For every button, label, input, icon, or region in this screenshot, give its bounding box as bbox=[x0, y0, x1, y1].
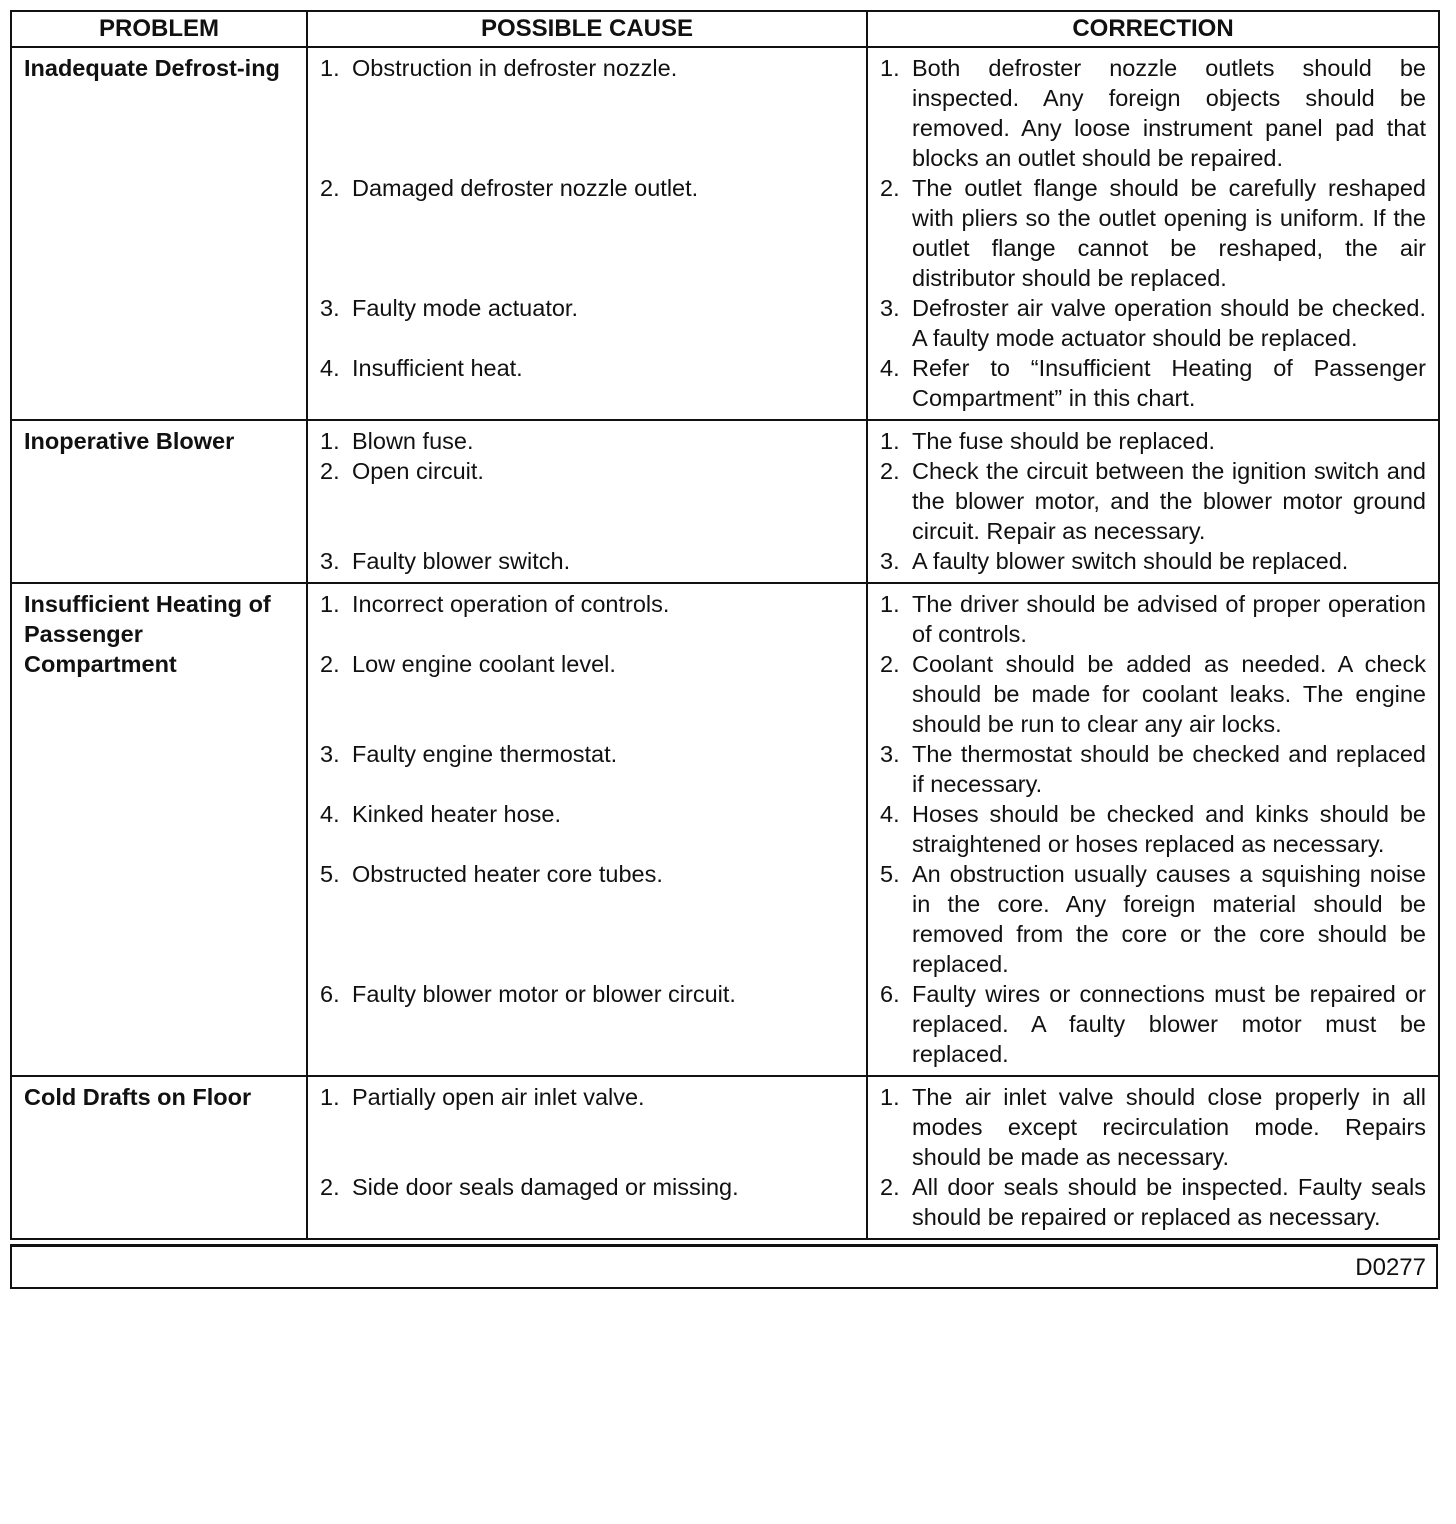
correction-item-text: Both defroster nozzle outlets should be inspected. Any foreign objects should be removed. Any loose instrument panel pad that blocks an outlet should be repaired. bbox=[912, 55, 1426, 171]
problem-row bbox=[11, 1076, 1439, 1239]
correction-item-text: Defroster air valve operation should be checked. A faulty mode actuator should be replaced. bbox=[912, 295, 1426, 351]
cause-item bbox=[320, 979, 854, 1069]
correction-item-text: All door seals should be inspected. Faulty seals should be repaired or replaced as necessary. bbox=[912, 1174, 1426, 1230]
item-number: 2. bbox=[320, 651, 340, 677]
item-number: 4. bbox=[880, 355, 900, 381]
cause-item bbox=[320, 173, 854, 293]
correction-item-text: An obstruction usually causes a squishing noise in the core. Any foreign material should be removed from the core or the core should be replaced. bbox=[912, 861, 1426, 977]
cause-item-text: Faulty mode actuator. bbox=[352, 295, 578, 321]
cause-item-text: Damaged defroster nozzle outlet. bbox=[352, 175, 699, 201]
item-number: 2. bbox=[880, 651, 900, 677]
correction-item-text: Check the circuit between the ignition switch and the blower motor, and the blower motor ground circuit. Repair as necessary. bbox=[912, 458, 1426, 544]
cause-item bbox=[320, 1172, 854, 1232]
figure-footer bbox=[10, 1244, 1438, 1289]
correction-item bbox=[880, 799, 1426, 859]
troubleshooting-chart bbox=[10, 10, 1438, 1289]
correction-cell bbox=[867, 47, 1439, 420]
item-number: 1. bbox=[320, 591, 340, 617]
item-number: 4. bbox=[880, 801, 900, 827]
correction-item bbox=[880, 979, 1426, 1069]
problem-row bbox=[11, 47, 1439, 420]
correction-item bbox=[880, 1172, 1426, 1232]
problem-cell: Inoperative Blower bbox=[11, 420, 307, 583]
cause-item-text: Low engine coolant level. bbox=[352, 651, 616, 677]
item-number: 2. bbox=[320, 1174, 340, 1200]
correction-item bbox=[880, 426, 1426, 456]
correction-item bbox=[880, 546, 1426, 576]
cause-item bbox=[320, 589, 854, 649]
cause-item bbox=[320, 456, 854, 546]
possible-cause-cell bbox=[307, 1076, 867, 1239]
cause-item-text: Incorrect operation of controls. bbox=[352, 591, 670, 617]
correction-item bbox=[880, 293, 1426, 353]
correction-cell bbox=[867, 1076, 1439, 1239]
item-number: 3. bbox=[880, 548, 900, 574]
item-number: 1. bbox=[320, 428, 340, 454]
figure-id: D0277 bbox=[1355, 1254, 1426, 1281]
problem-row bbox=[11, 420, 1439, 583]
correction-item-text: The thermostat should be checked and replaced if necessary. bbox=[912, 741, 1426, 797]
cause-item bbox=[320, 546, 854, 576]
cause-item-text: Faulty blower motor or blower circuit. bbox=[352, 981, 736, 1007]
item-number: 2. bbox=[320, 458, 340, 484]
cause-item bbox=[320, 859, 854, 979]
item-number: 4. bbox=[320, 801, 340, 827]
correction-item bbox=[880, 739, 1426, 799]
correction-item-text: A faulty blower switch should be replaced. bbox=[912, 548, 1349, 574]
cause-item-text: Insufficient heat. bbox=[352, 355, 523, 381]
item-number: 3. bbox=[320, 548, 340, 574]
item-number: 1. bbox=[880, 1084, 900, 1110]
cause-item bbox=[320, 293, 854, 353]
correction-item-text: The driver should be advised of proper operation of controls. bbox=[912, 591, 1426, 647]
correction-item-text: Hoses should be checked and kinks should be straightened or hoses replaced as necessary. bbox=[912, 801, 1426, 857]
correction-item-text: The air inlet valve should close properly in all modes except recirculation mode. Repairs should be made as necessary. bbox=[912, 1084, 1426, 1170]
cause-item-text: Obstructed heater core tubes. bbox=[352, 861, 663, 887]
correction-item bbox=[880, 589, 1426, 649]
item-number: 1. bbox=[880, 55, 900, 81]
problem-cell: Insufficient Heating of Passenger Compartment bbox=[11, 583, 307, 1076]
cause-item bbox=[320, 649, 854, 739]
header-possible-cause: POSSIBLE CAUSE bbox=[307, 11, 867, 47]
correction-item bbox=[880, 1082, 1426, 1172]
item-number: 3. bbox=[320, 295, 340, 321]
cause-item bbox=[320, 1082, 854, 1172]
item-number: 3. bbox=[880, 295, 900, 321]
header-problem: PROBLEM bbox=[11, 11, 307, 47]
item-number: 2. bbox=[320, 175, 340, 201]
item-number: 6. bbox=[320, 981, 340, 1007]
header-correction: CORRECTION bbox=[867, 11, 1439, 47]
cause-item-text: Faulty blower switch. bbox=[352, 548, 571, 574]
cause-item bbox=[320, 353, 854, 413]
item-number: 6. bbox=[880, 981, 900, 1007]
correction-item bbox=[880, 353, 1426, 413]
item-number: 2. bbox=[880, 175, 900, 201]
cause-item-text: Side door seals damaged or missing. bbox=[352, 1174, 739, 1200]
item-number: 5. bbox=[320, 861, 340, 887]
cause-item-text: Kinked heater hose. bbox=[352, 801, 562, 827]
correction-item-text: Refer to “Insufficient Heating of Passenger Compartment” in this chart. bbox=[912, 355, 1426, 411]
correction-item-text: Coolant should be added as needed. A check should be made for coolant leaks. The engine should be run to clear any air locks. bbox=[912, 651, 1426, 737]
possible-cause-cell bbox=[307, 583, 867, 1076]
correction-item bbox=[880, 53, 1426, 173]
possible-cause-cell bbox=[307, 47, 867, 420]
item-number: 5. bbox=[880, 861, 900, 887]
cause-item bbox=[320, 53, 854, 173]
correction-item bbox=[880, 649, 1426, 739]
correction-item-text: The outlet flange should be carefully reshaped with pliers so the outlet opening is uniform. If the outlet flange cannot be reshaped, the air distributor should be replaced. bbox=[912, 175, 1426, 291]
cause-item bbox=[320, 426, 854, 456]
cause-item bbox=[320, 739, 854, 799]
item-number: 3. bbox=[880, 741, 900, 767]
item-number: 1. bbox=[320, 55, 340, 81]
correction-cell bbox=[867, 583, 1439, 1076]
item-number: 2. bbox=[880, 1174, 900, 1200]
cause-item-text: Faulty engine thermostat. bbox=[352, 741, 618, 767]
item-number: 1. bbox=[880, 591, 900, 617]
correction-item-text: The fuse should be replaced. bbox=[912, 428, 1216, 454]
item-number: 4. bbox=[320, 355, 340, 381]
correction-item bbox=[880, 173, 1426, 293]
diagnosis-table bbox=[10, 10, 1440, 1240]
item-number: 1. bbox=[880, 428, 900, 454]
cause-item-text: Obstruction in defroster nozzle. bbox=[352, 55, 678, 81]
possible-cause-cell bbox=[307, 420, 867, 583]
problem-cell: Cold Drafts on Floor bbox=[11, 1076, 307, 1239]
item-number: 3. bbox=[320, 741, 340, 767]
cause-item-text: Blown fuse. bbox=[352, 428, 474, 454]
cause-item-text: Partially open air inlet valve. bbox=[352, 1084, 645, 1110]
item-number: 1. bbox=[320, 1084, 340, 1110]
item-number: 2. bbox=[880, 458, 900, 484]
correction-item bbox=[880, 456, 1426, 546]
cause-item-text: Open circuit. bbox=[352, 458, 484, 484]
correction-cell bbox=[867, 420, 1439, 583]
correction-item bbox=[880, 859, 1426, 979]
problem-cell: Inadequate Defrost-ing bbox=[11, 47, 307, 420]
header-row bbox=[11, 11, 1439, 47]
cause-item bbox=[320, 799, 854, 859]
problem-row bbox=[11, 583, 1439, 1076]
correction-item-text: Faulty wires or connections must be repaired or replaced. A faulty blower motor must be replaced. bbox=[912, 981, 1426, 1067]
